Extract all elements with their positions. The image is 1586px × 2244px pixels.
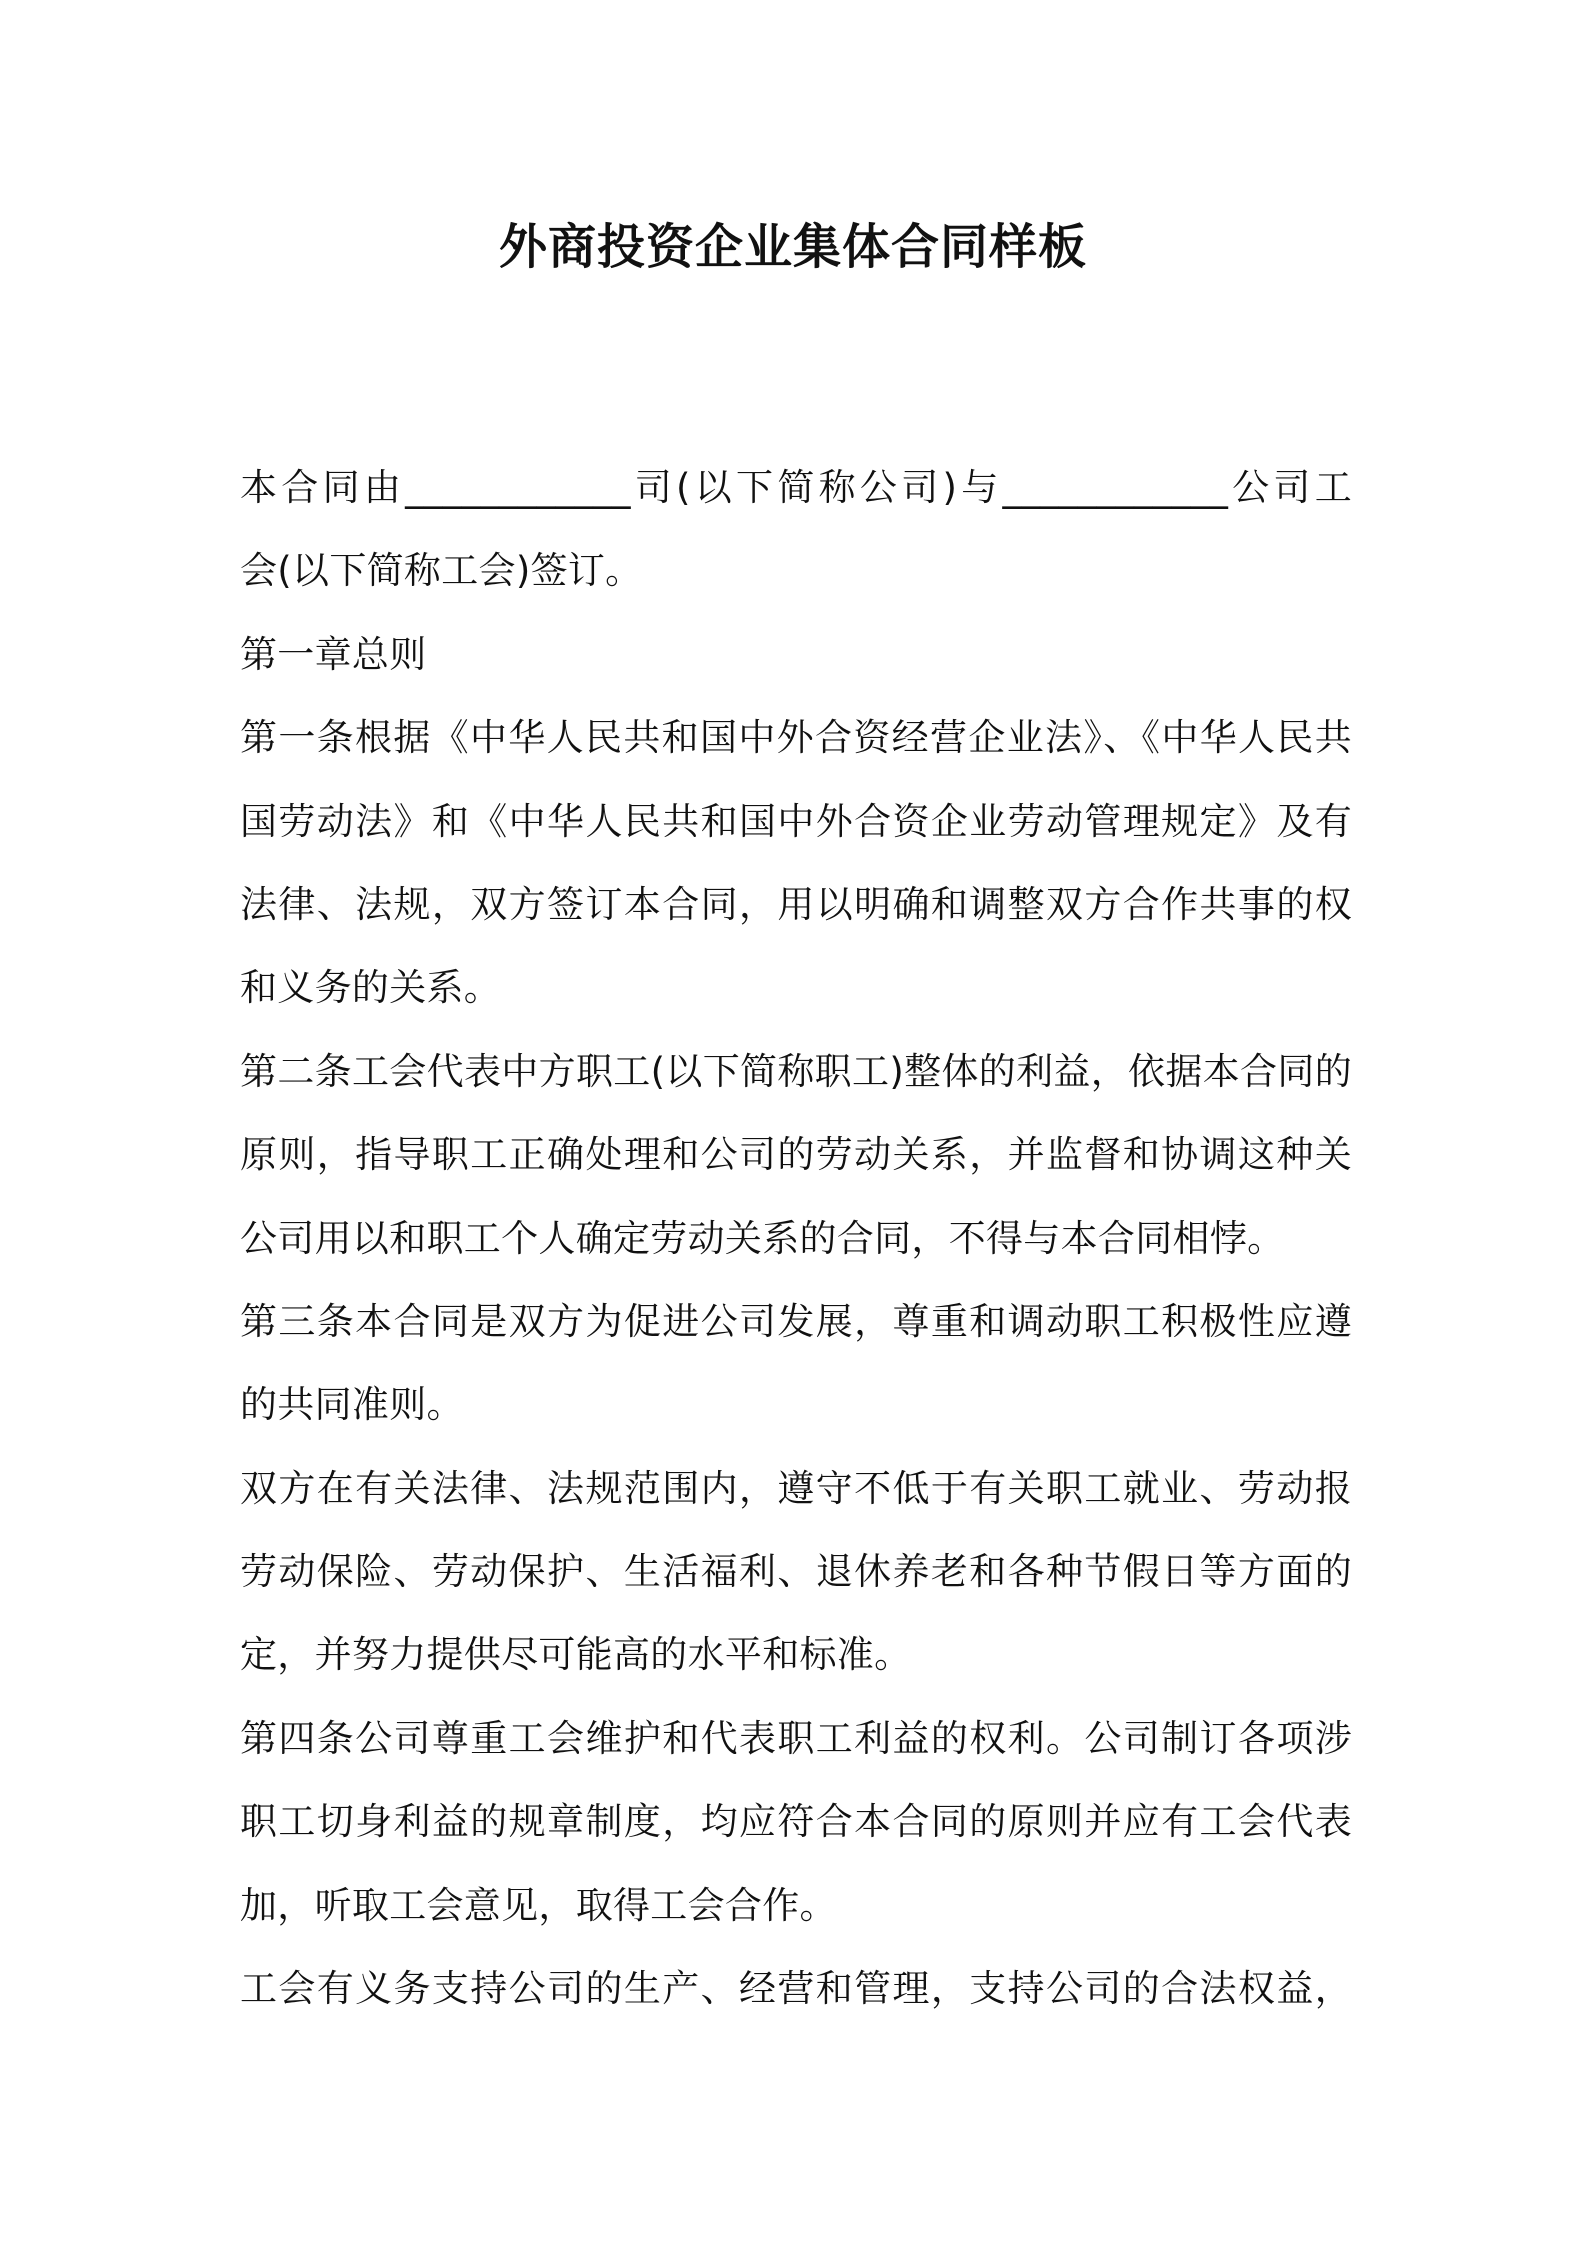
line-7: 和义务的关系。 [240, 966, 502, 1010]
line-1: 本合同由____________司(以下简称公司)与____________公司工 [240, 466, 1352, 509]
chapter-heading: 第一章总则 [240, 632, 427, 676]
line-14: 劳动保险、劳动保护、生活福利、退休养老和各种节假日等方面的 [240, 1550, 1352, 1594]
line-9: 原则，指导职工正确处理和公司的劳动关系，并监督和协调这种关 [240, 1133, 1352, 1177]
line-17: 职工切身利益的规章制度，均应符合本合同的原则并应有工会代表 [240, 1800, 1352, 1844]
line-12: 的共同准则。 [240, 1383, 464, 1427]
line-11: 第三条本合同是双方为促进公司发展，尊重和调动职工积极性应遵 [240, 1299, 1352, 1343]
line-2: 会(以下简称工会)签订。 [240, 549, 643, 593]
line-5: 国劳动法》和《中华人民共和国中外合资企业劳动管理规定》及有 [240, 799, 1352, 843]
line-19: 工会有义务支持公司的生产、经营和管理，支持公司的合法权益， [240, 1967, 1352, 2011]
line-15: 定，并努力提供尽可能高的水平和标准。 [240, 1633, 912, 1677]
line-13: 双方在有关法律、法规范围内，遵守不低于有关职工就业、劳动报 [240, 1466, 1352, 1510]
document-title: 外商投资企业集体合同样板 [498, 219, 1087, 275]
line-8: 第二条工会代表中方职工(以下简称职工)整体的利益，依据本合同的 [240, 1049, 1352, 1093]
line-16: 第四条公司尊重工会维护和代表职工利益的权利。公司制订各项涉 [240, 1716, 1352, 1760]
document-body [240, 446, 1352, 2030]
line-4: 第一条根据《中华人民共和国中外合资经营企业法》、《中华人民共 [240, 716, 1352, 760]
line-10: 公司用以和职工个人确定劳动关系的合同，不得与本合同相悖。 [240, 1216, 1285, 1260]
line-6: 法律、法规，双方签订本合同，用以明确和调整双方合作共事的权 [240, 882, 1352, 926]
line-18: 加，听取工会意见，取得工会合作。 [240, 1883, 837, 1927]
